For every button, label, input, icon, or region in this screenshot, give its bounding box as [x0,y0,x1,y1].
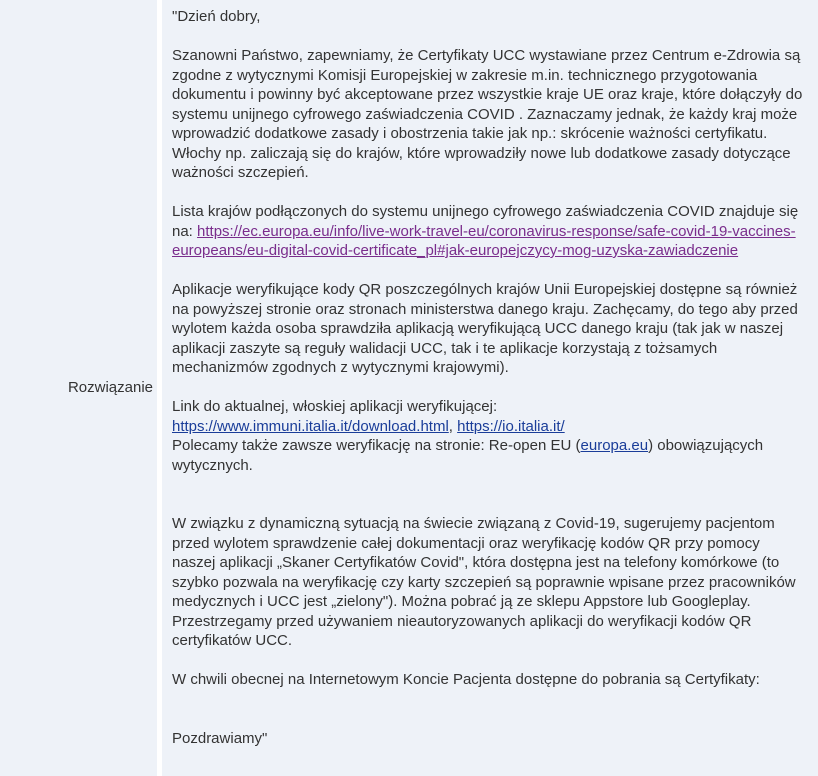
reopen-eu-text: Polecamy także zawsze weryfikację na stronie: Re-open EU ( [172,437,581,454]
country-list-text: Lista krajów podłączonych do systemu unijnego cyfrowego zaświadczenia COVID znajduje się na: [172,203,799,240]
solution-content-cell [162,0,818,776]
eu-covid-certificate-link[interactable]: https://ec.europa.eu/info/live-work-travel-eu/coronavirus-response/safe-covid-19-vaccines-europeans/eu-digital-covid-certificate_pl#jak-europejczycy-mog-uzyska-zawiadczenie [172,222,796,259]
reopen-eu-text-end: ) obowiązujących wytycznych. [172,437,764,474]
immuni-download-link[interactable]: https://www.immuni.italia.it/download.html [172,417,449,435]
closing: Pozdrawiamy" [172,729,268,747]
io-italia-link[interactable]: https://io.italia.it/ [457,417,565,435]
paragraph-certificates-compliance: Szanowni Państwo, zapewniamy, że Certyfikaty UCC wystawiane przez Centrum e-Zdrowia są zgodne z wytycznymi Komisji Europejskiej w zakresie m.in. technicznego przygotowania dokumentu i powinny być akceptowane przez wszystkie kraje UE oraz kraje, które dołączyły do systemu unijnego cyfrowego zaświadczenia COVID . Zaznaczamy jednak, że każdy kraj może wprowadzić dodatkowe zasady i obostrzenia takie jak np.: skrócenie ważności certyfikatu. Włochy np. zaliczają się do krajów, które wprowadziły nowe lub dodatkowe zasady dotyczące ważności szczepień. [172,47,803,181]
spacer [172,495,804,515]
paragraph-scanner-app: W związku z dynamiczną sytuacją na świecie związaną z Covid-19, sugerujemy pacjentom przed wylotem sprawdzenie całej dokumentacji oraz weryfikację kodów QR przy pomocy naszej aplikacji „Skaner Certyfikatów Covid", która dostępna jest na telefony komórkowe (to szybko pozwala na weryfikację czy karty szczepień są poprawnie wpisane przez pracowników medycznych i UCC jest „zielony"). Można pobrać ją ze sklepu Appstore lub Googleplay. Przestrzegamy przed używaniem nieautoryzowanych aplikacji do weryfikacji kodów QR certyfikatów UCC. [172,515,796,649]
paragraph-italian-app [172,397,804,475]
greeting: "Dzień dobry, [172,8,261,25]
paragraph-ikp-certificates: W chwili obecnej na Internetowym Koncie Pacjenta dostępne do pobrania są Certyfikaty: [172,671,760,688]
link-separator: , [448,417,458,435]
row-label: Rozwiązanie [67,379,153,396]
spacer [172,709,804,729]
italian-app-intro: Link do aktualnej, włoskiej aplikacji weryfikującej: [172,398,498,415]
row-label-cell [0,0,157,776]
paragraph-country-list [172,202,804,261]
paragraph-verification-apps: Aplikacje weryfikujące kody QR poszczególnych krajów Unii Europejskiej dostępne są również na powyższej stronie oraz stronach ministerstwa danego kraju. Zachęcamy, do tego aby przed wylotem każda osoba sprawdziła aplikacją weryfikującą UCC danego kraju (tak jak w naszej aplikacji zaszyte są reguły walidacji UCC, tak i te aplikacje korzystają z tożsamych mechanizmów zgodnych z wytycznymi krajowymi). [172,281,798,376]
europa-eu-link[interactable]: europa.eu [580,437,649,454]
